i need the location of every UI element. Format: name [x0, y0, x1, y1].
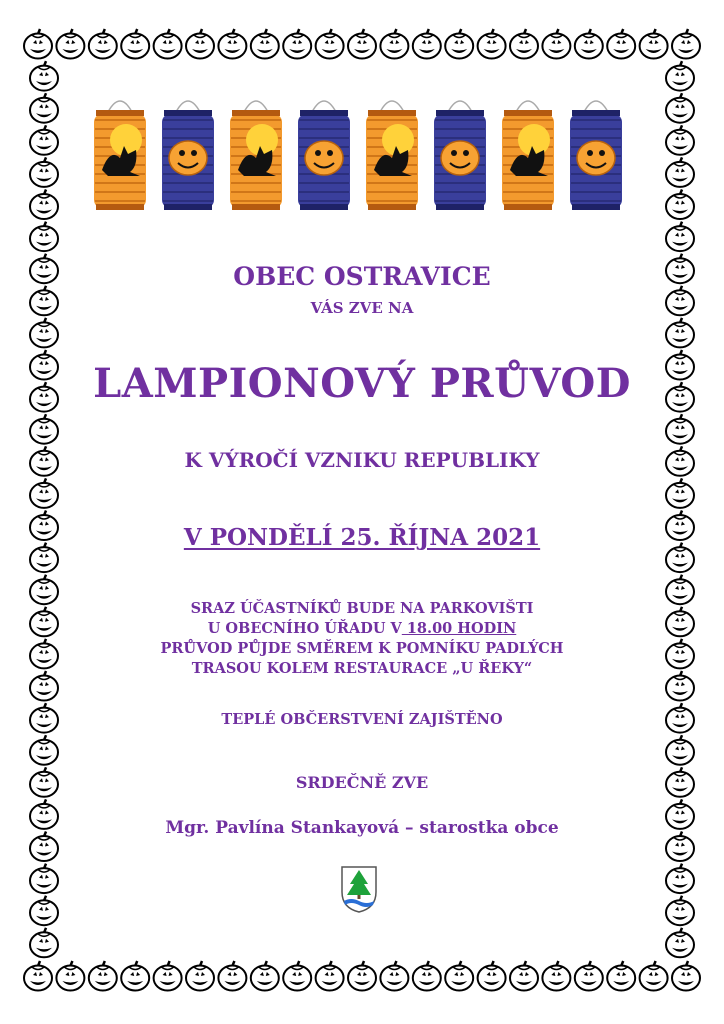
pumpkin-border-icon [666, 832, 694, 862]
pumpkin-border-icon [666, 735, 694, 765]
pumpkin-border-icon [445, 29, 473, 59]
pumpkin-border-icon [666, 511, 694, 541]
pumpkin-border-icon [316, 29, 344, 59]
pumpkin-border-icon [186, 961, 214, 991]
cat-lantern-icon [502, 101, 554, 210]
pumpkin-border-icon [30, 671, 58, 701]
event-title: LAMPIONOVÝ PRŮVOD [93, 360, 631, 407]
pumpkin-border-icon [154, 961, 182, 991]
pumpkin-border-icon [121, 961, 149, 991]
pumpkin-border-icon [30, 446, 58, 476]
pumpkin-border-icon [30, 414, 58, 444]
pumpkin-border-icon [542, 29, 570, 59]
pumpkin-border-icon [478, 961, 506, 991]
pumpkin-border-icon [30, 125, 58, 155]
pumpkin-border-icon [640, 961, 668, 991]
pumpkin-border-icon [154, 29, 182, 59]
pumpkin-border-icon [607, 961, 635, 991]
pumpkin-border-icon [666, 799, 694, 829]
pumpkin-border-icon [348, 29, 376, 59]
pumpkin-border-icon [672, 29, 700, 59]
pumpkin-border-icon [666, 254, 694, 284]
pumpkin-border-icon [666, 767, 694, 797]
pumpkin-border-icon [218, 961, 246, 991]
pumpkin-border-icon [30, 832, 58, 862]
pumpkin-lantern-icon [162, 101, 214, 210]
pumpkin-border-icon [666, 190, 694, 220]
pumpkin-border-icon [30, 478, 58, 508]
pumpkin-border-icon [666, 157, 694, 187]
pumpkin-border-icon [666, 607, 694, 637]
pumpkin-border-icon [30, 928, 58, 958]
pumpkin-border-icon [607, 29, 635, 59]
pumpkin-border-icon [30, 382, 58, 412]
pumpkin-border-icon [30, 543, 58, 573]
event-details [80, 599, 644, 679]
pumpkin-border-icon [30, 864, 58, 894]
pumpkin-lantern-icon [570, 101, 622, 210]
pumpkin-border-icon [30, 222, 58, 252]
pumpkin-border-icon [666, 446, 694, 476]
details-line-2 [80, 619, 644, 639]
pumpkin-border-icon [30, 350, 58, 380]
pumpkin-border-icon [348, 961, 376, 991]
pumpkin-border-icon [251, 961, 279, 991]
details-line-4: TRASOU KOLEM RESTAURACE „U ŘEKY“ [191, 660, 533, 677]
pumpkin-border-icon [666, 414, 694, 444]
pumpkin-border-icon [218, 29, 246, 59]
pumpkin-border-icon [121, 29, 149, 59]
details-line-1: SRAZ ÚČASTNÍKŮ BUDE NA PARKOVIŠTI [190, 600, 534, 617]
pumpkin-border-icon [510, 961, 538, 991]
pumpkin-border-icon [30, 254, 58, 284]
pumpkin-border-icon [666, 671, 694, 701]
pumpkin-border-icon [30, 286, 58, 316]
pumpkin-border-icon [30, 767, 58, 797]
pumpkin-border-icon [666, 350, 694, 380]
pumpkin-border-icon [380, 29, 408, 59]
pumpkin-border-icon [413, 29, 441, 59]
pumpkin-border-icon [30, 607, 58, 637]
pumpkin-border-icon [283, 29, 311, 59]
pumpkin-border-icon [666, 93, 694, 123]
pumpkin-border-icon [283, 961, 311, 991]
cat-lantern-icon [366, 101, 418, 210]
pumpkin-border-icon [478, 29, 506, 59]
pumpkin-border-icon [89, 961, 117, 991]
pumpkin-border-icon [666, 286, 694, 316]
pumpkin-border-icon [575, 961, 603, 991]
pumpkin-border-icon [666, 382, 694, 412]
closing-line: SRDEČNĚ ZVE [295, 773, 429, 792]
pumpkin-border-icon [666, 703, 694, 733]
pumpkin-border-icon [56, 961, 84, 991]
pumpkin-border-icon [30, 639, 58, 669]
pumpkin-border-icon [380, 961, 408, 991]
pumpkin-border-icon [30, 157, 58, 187]
organizer-heading: OBEC OSTRAVICE [233, 262, 491, 291]
pumpkin-lantern-icon [434, 101, 486, 210]
signature-line: Mgr. Pavlína Stankayová – starostka obce [165, 818, 559, 838]
lanterns-illustration [90, 88, 635, 213]
pumpkin-border-icon [445, 961, 473, 991]
pumpkin-border-icon [666, 575, 694, 605]
pumpkin-border-icon [640, 29, 668, 59]
pumpkin-border-icon [30, 190, 58, 220]
pumpkin-border-icon [666, 639, 694, 669]
pumpkin-border-icon [666, 478, 694, 508]
pumpkin-border-icon [666, 222, 694, 252]
pumpkin-border-icon [30, 318, 58, 348]
pumpkin-lantern-icon [298, 101, 350, 210]
pumpkin-border-icon [30, 93, 58, 123]
pumpkin-border-icon [30, 799, 58, 829]
pumpkin-border-icon [666, 61, 694, 91]
pumpkin-border-icon [30, 896, 58, 926]
cat-lantern-icon [94, 101, 146, 210]
pumpkin-border-icon [186, 29, 214, 59]
pumpkin-border-icon [575, 29, 603, 59]
event-date: V PONDĚLÍ 25. ŘÍJNA 2021 [183, 524, 541, 551]
pumpkin-border-icon [666, 896, 694, 926]
cat-lantern-icon [230, 101, 282, 210]
pumpkin-border-icon [89, 29, 117, 59]
pumpkin-border-icon [666, 864, 694, 894]
invites-line: VÁS ZVE NA [310, 299, 414, 317]
pumpkin-border-icon [316, 961, 344, 991]
pumpkin-border-icon [30, 511, 58, 541]
meeting-time: 18.00 HODIN [401, 620, 517, 637]
pumpkin-border-icon [666, 125, 694, 155]
pumpkin-border-icon [30, 61, 58, 91]
pumpkin-border-icon [413, 961, 441, 991]
pumpkin-border-icon [510, 29, 538, 59]
details-line-2-prefix: U OBECNÍHO ÚŘADU V [207, 620, 402, 637]
pumpkin-border-icon [30, 703, 58, 733]
event-occasion: K VÝROČÍ VZNIKU REPUBLIKY [184, 448, 540, 472]
details-line-3: PRŮVOD PŮJDE SMĚREM K POMNÍKU PADLÝCH [160, 640, 564, 657]
pumpkin-border-icon [56, 29, 84, 59]
pumpkin-border-icon [666, 928, 694, 958]
village-emblem-icon [339, 864, 379, 914]
pumpkin-border-icon [542, 961, 570, 991]
pumpkin-border-icon [30, 575, 58, 605]
pumpkin-border-icon [251, 29, 279, 59]
refreshments-note: TEPLÉ OBČERSTVENÍ ZAJIŠTĚNO [221, 711, 503, 728]
pumpkin-border-icon [672, 961, 700, 991]
pumpkin-border-icon [24, 29, 52, 59]
pumpkin-border-icon [666, 318, 694, 348]
pumpkin-border-icon [30, 735, 58, 765]
pumpkin-border-icon [24, 961, 52, 991]
pumpkin-border-icon [666, 543, 694, 573]
